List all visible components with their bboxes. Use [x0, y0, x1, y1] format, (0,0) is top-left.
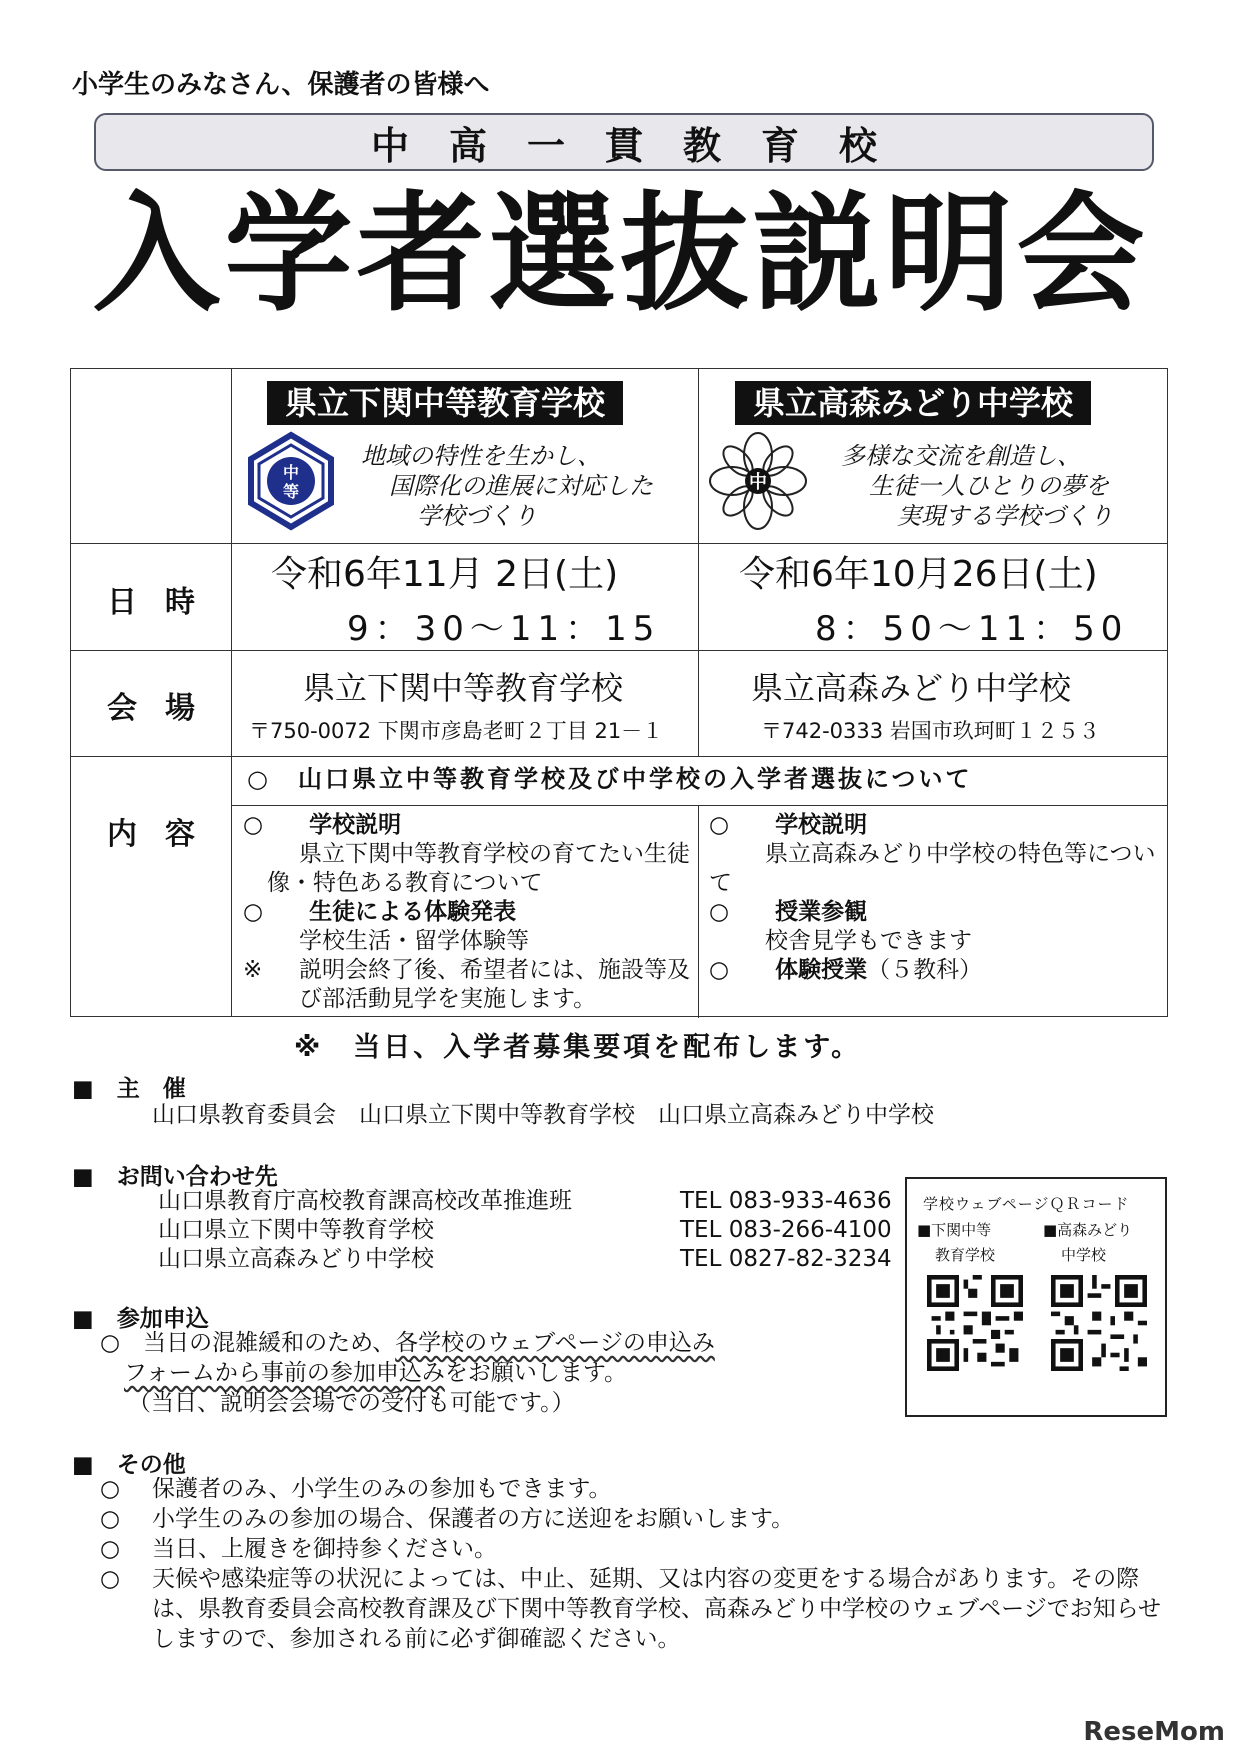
qr-label-line: 教育学校	[935, 1246, 996, 1264]
row-divider	[71, 756, 1167, 757]
inquiry-heading: ■ お問い合わせ先	[72, 1164, 278, 1190]
bullet: ○	[100, 1506, 121, 1532]
list-item	[100, 1504, 1180, 1534]
qr-title: 学校ウェブページＱＲコード	[923, 1195, 1130, 1213]
info-table	[70, 368, 1168, 1017]
venue-takamori: 県立高森みどり中学校	[751, 669, 1072, 707]
bullet: ○	[709, 957, 730, 983]
list-item	[100, 1474, 1180, 1504]
list-item-text: 当日、上履きを御持参ください。	[152, 1536, 497, 1562]
qr-code-box	[905, 1177, 1167, 1417]
common-content-text: 山口県立中等教育学校及び中学校の入学者選抜について	[297, 765, 973, 793]
content-item-body: 県立高森みどり中学校の特色等について	[709, 841, 1156, 896]
col-divider	[698, 369, 699, 756]
row-divider	[71, 650, 1167, 651]
content-item-body: 学校生活・留学体験等	[299, 928, 529, 954]
application-link-text: 各学校のウェブページの申込み	[395, 1330, 715, 1356]
application-link-text: フォームから事前の参加申込み	[124, 1360, 445, 1386]
venue-shimonoseki: 県立下関中等教育学校	[303, 669, 624, 707]
time-takamori: 8：50～11：50	[815, 609, 1129, 649]
bullet: ○	[100, 1476, 121, 1502]
list-item-text: 保護者のみ、小学生のみの参加もできます。	[152, 1476, 612, 1502]
svg-text:等: 等	[282, 482, 300, 501]
motto-line: 多様な交流を創造し、	[841, 442, 1081, 470]
motto-line: 生徒一人ひとりの夢を	[869, 472, 1109, 500]
qr-code-takamori[interactable]	[1051, 1275, 1147, 1371]
inquiry-tel: TEL 083-266-4100	[680, 1217, 892, 1243]
banner-text: 中高一貫教育校	[370, 123, 917, 168]
organizer-text: 山口県教育委員会 山口県立下関中等教育学校 山口県立高森みどり中学校	[152, 1102, 934, 1128]
motto-takamori	[841, 441, 1113, 531]
content-item-title: 生徒による体験発表	[309, 899, 517, 925]
bullet: ○	[709, 812, 730, 838]
shimonoseki-emblem-icon	[241, 431, 341, 531]
label-datetime: 日時	[107, 585, 223, 620]
other-list	[100, 1474, 1180, 1654]
svg-text:中: 中	[282, 463, 300, 482]
row-divider	[231, 805, 1167, 806]
inquiry-tel: TEL 0827-82-3234	[680, 1246, 892, 1272]
inquiry-org: 山口県立高森みどり中学校	[158, 1246, 434, 1272]
label-venue: 会場	[107, 691, 223, 726]
col-divider	[231, 369, 232, 1016]
content-item-title: 授業参観	[775, 899, 868, 925]
qr-code-shimonoseki[interactable]	[927, 1275, 1023, 1371]
content-item-title: 学校説明	[775, 812, 868, 838]
bullet: ○	[243, 899, 264, 925]
address-takamori: 〒742-0333 岩国市玖珂町１２５３	[761, 719, 1100, 743]
qr-label-takamori	[1043, 1219, 1132, 1265]
application-line: （当日、説明会会場での受付も可能です。）	[128, 1390, 575, 1416]
motto-line: 国際化の進展に対応した	[389, 472, 653, 500]
content-shimonoseki	[243, 811, 691, 1014]
inquiry-org: 山口県教育庁高校教育課高校改革推進班	[158, 1188, 572, 1214]
list-item-text: 天候や感染症等の状況によっては、中止、延期、又は内容の変更をする場合があります。その際は、県教育委員会高校教育課及び下関中等教育学校、高森みどり中学校のウェブページでお知らせしますので、参加される前に必ず御確認ください。	[152, 1566, 1162, 1652]
inquiry-tel: TEL 083-933-4636	[680, 1188, 892, 1214]
content-item-body: 校舎見学もできます	[765, 928, 972, 954]
address-shimonoseki: 〒750-0072 下関市彦島老町２丁目 21－１	[249, 719, 664, 743]
school-name-takamori: 県立高森みどり中学校	[735, 381, 1091, 425]
organizer-heading: ■ 主 催	[72, 1076, 186, 1102]
motto-shimonoseki	[361, 441, 653, 531]
label-content: 内容	[107, 817, 223, 852]
page-title: 入学者選抜説明会	[92, 180, 1149, 329]
takamori-emblem-icon	[708, 431, 808, 531]
qr-label-shimonoseki	[917, 1219, 995, 1265]
content-item-title: 学校説明	[309, 812, 402, 838]
time-shimonoseki: 9：30～11：15	[347, 609, 661, 649]
common-content	[247, 765, 972, 794]
bullet: ○	[100, 1536, 121, 1562]
application-text	[100, 1328, 880, 1418]
school-name-shimonoseki: 県立下関中等教育学校	[267, 381, 623, 425]
bullet: ○	[709, 899, 730, 925]
bullet: ○	[247, 765, 271, 793]
distribution-note: ※ 当日、入学者募集要項を配布します。	[294, 1032, 862, 1063]
watermark-logo: ReseMom	[1083, 1717, 1225, 1747]
qr-label-line: ■高森みどり	[1043, 1221, 1133, 1239]
application-heading: ■ 参加申込	[72, 1306, 209, 1332]
bullet: ○	[100, 1566, 121, 1592]
application-line: ○ 当日の混雑緩和のため、	[100, 1330, 396, 1356]
motto-line: 実現する学校づくり	[897, 502, 1113, 530]
list-item	[100, 1534, 1180, 1564]
content-item-body: 県立下関中等教育学校の育てたい生徒像・特色ある教育について	[267, 841, 690, 896]
content-item-suffix: （５教科）	[867, 957, 983, 983]
note-mark: ※	[243, 957, 263, 983]
motto-line: 地域の特性を生かし、	[361, 442, 601, 470]
application-line: をお願いします。	[444, 1360, 628, 1386]
banner	[94, 113, 1154, 171]
motto-line: 学校づくり	[417, 502, 537, 530]
other-heading: ■ その他	[72, 1452, 186, 1478]
date-takamori: 令和6年10月26日(土)	[739, 554, 1098, 595]
inquiry-org: 山口県立下関中等教育学校	[158, 1217, 434, 1243]
content-item-title: 体験授業	[775, 957, 868, 983]
list-item	[100, 1564, 1180, 1654]
qr-label-line: 中学校	[1061, 1246, 1107, 1264]
row-divider	[71, 543, 1167, 544]
content-note: 説明会終了後、希望者には、施設等及び部活動見学を実施します。	[299, 957, 690, 1012]
date-shimonoseki: 令和6年11月 2日(土)	[271, 554, 619, 595]
list-item-text: 小学生のみの参加の場合、保護者の方に送迎をお願いします。	[152, 1506, 795, 1532]
col-divider	[698, 805, 699, 1018]
greeting: 小学生のみなさん、保護者の皆様へ	[72, 70, 490, 100]
content-takamori	[709, 811, 1159, 985]
qr-label-line: ■下関中等	[917, 1221, 992, 1239]
bullet: ○	[243, 812, 264, 838]
svg-text:中: 中	[749, 472, 767, 493]
